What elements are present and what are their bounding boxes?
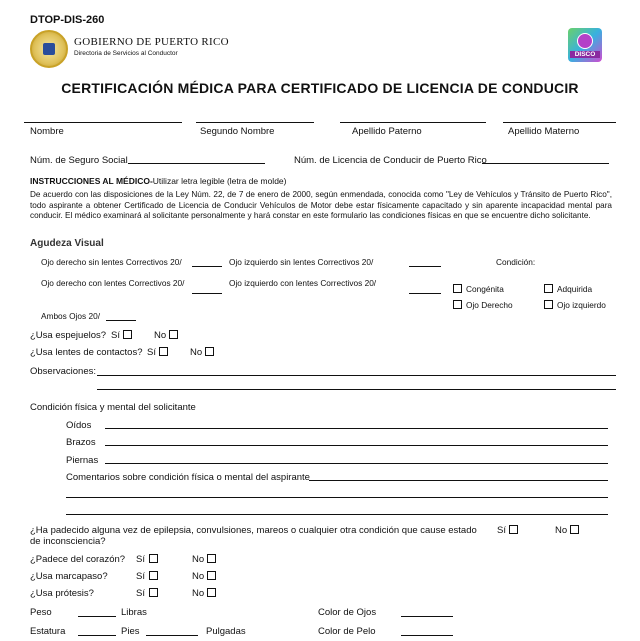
apellido-paterno-field[interactable] bbox=[340, 122, 486, 123]
od-con-field[interactable] bbox=[192, 293, 222, 294]
od-sin-field[interactable] bbox=[192, 266, 222, 267]
lentes-no-checkbox[interactable] bbox=[205, 347, 214, 356]
epilepsia-si-label: Sí bbox=[497, 525, 506, 536]
adquirida-label: Adquirida bbox=[557, 284, 593, 294]
lentes-si-checkbox[interactable] bbox=[159, 347, 168, 356]
document-code: DTOP-DIS-260 bbox=[30, 14, 105, 26]
marcapaso-label: ¿Usa marcapaso? bbox=[30, 571, 108, 582]
marcapaso-si-checkbox[interactable] bbox=[149, 571, 158, 580]
puerto-rico-seal-icon bbox=[30, 30, 68, 68]
epilepsia-label-2: de inconsciencia? bbox=[30, 536, 106, 547]
pies-label: Pies bbox=[121, 626, 140, 637]
color-ojos-field[interactable] bbox=[401, 616, 453, 617]
comentarios-field-2[interactable] bbox=[66, 497, 608, 498]
oi-sin-label: Ojo izquierdo sin lentes Correctivos 20/ bbox=[229, 257, 374, 267]
epilepsia-no-label: No bbox=[555, 525, 568, 536]
apellido-materno-field[interactable] bbox=[503, 122, 616, 123]
espejuelos-no-label: No bbox=[154, 330, 167, 341]
marcapaso-si-label: Sí bbox=[136, 571, 145, 582]
oi-con-field[interactable] bbox=[409, 293, 441, 294]
comentarios-field-3[interactable] bbox=[66, 514, 608, 515]
od-sin-label: Ojo derecho sin lentes Correctivos 20/ bbox=[41, 257, 182, 267]
government-subtitle: Directoria de Servicios al Conductor bbox=[74, 50, 178, 57]
comentarios-field-1[interactable] bbox=[309, 480, 608, 481]
protesis-no-checkbox[interactable] bbox=[207, 588, 216, 597]
brazos-label: Brazos bbox=[66, 437, 96, 448]
espejuelos-si-checkbox[interactable] bbox=[123, 330, 132, 339]
protesis-no-label: No bbox=[192, 588, 205, 599]
apellido-paterno-label: Apellido Paterno bbox=[352, 126, 422, 137]
corazon-no-checkbox[interactable] bbox=[207, 554, 216, 563]
government-name: GOBIERNO DE PUERTO RICO bbox=[74, 36, 229, 48]
oi-sin-field[interactable] bbox=[409, 266, 441, 267]
protesis-si-checkbox[interactable] bbox=[149, 588, 158, 597]
seguro-social-field[interactable] bbox=[128, 163, 265, 164]
piernas-label: Piernas bbox=[66, 455, 99, 466]
oidos-label: Oídos bbox=[66, 420, 92, 431]
espejuelos-no-checkbox[interactable] bbox=[169, 330, 178, 339]
peso-label: Peso bbox=[30, 607, 52, 618]
lentes-no-label: No bbox=[190, 347, 203, 358]
ambos-ojos-field[interactable] bbox=[106, 320, 136, 321]
corazon-label: ¿Padece del corazón? bbox=[30, 554, 126, 565]
piernas-field[interactable] bbox=[105, 463, 608, 464]
epilepsia-no-checkbox[interactable] bbox=[570, 525, 579, 534]
marcapaso-no-checkbox[interactable] bbox=[207, 571, 216, 580]
ojo-derecho-checkbox[interactable] bbox=[453, 300, 462, 309]
seguro-social-label: Núm. de Seguro Social bbox=[30, 155, 128, 166]
condition-heading: Condición física y mental del solicitante bbox=[30, 402, 196, 413]
peso-field[interactable] bbox=[78, 616, 116, 617]
licencia-label: Núm. de Licencia de Conducir de Puerto Rico bbox=[294, 155, 487, 166]
instructions-title: INSTRUCCIONES AL MÉDICO-Utilizar letra legible (letra de molde) bbox=[30, 176, 287, 186]
libras-label: Libras bbox=[121, 607, 147, 618]
espejuelos-label: ¿Usa espejuelos? bbox=[30, 330, 107, 341]
instructions-note: Utilizar letra legible (letra de molde) bbox=[152, 176, 287, 186]
color-pelo-field[interactable] bbox=[401, 635, 453, 636]
marcapaso-no-label: No bbox=[192, 571, 205, 582]
disco-logo-icon bbox=[568, 28, 602, 62]
espejuelos-si-label: Sí bbox=[111, 330, 120, 341]
observaciones-field-1[interactable] bbox=[97, 375, 616, 376]
lentes-si-label: Sí bbox=[147, 347, 156, 358]
color-ojos-label: Color de Ojos bbox=[318, 607, 377, 618]
protesis-label: ¿Usa prótesis? bbox=[30, 588, 94, 599]
observaciones-field-2[interactable] bbox=[97, 389, 616, 390]
oidos-field[interactable] bbox=[105, 428, 608, 429]
adquirida-checkbox[interactable] bbox=[544, 284, 553, 293]
nombre-label: Nombre bbox=[30, 126, 64, 137]
estatura-pies-field[interactable] bbox=[78, 635, 116, 636]
corazon-no-label: No bbox=[192, 554, 205, 565]
apellido-materno-label: Apellido Materno bbox=[508, 126, 580, 137]
visual-heading: Agudeza Visual bbox=[30, 238, 104, 249]
ojo-izquierdo-label: Ojo izquierdo bbox=[557, 300, 606, 310]
epilepsia-label-1: ¿Ha padecido alguna vez de epilepsia, convulsiones, mareos o cualquier otra condición que cause estado bbox=[30, 525, 477, 536]
segundo-nombre-label: Segundo Nombre bbox=[200, 126, 275, 137]
segundo-nombre-field[interactable] bbox=[196, 122, 314, 123]
congenita-label: Congénita bbox=[466, 284, 504, 294]
condicion-label: Condición: bbox=[496, 257, 536, 267]
ojo-derecho-label: Ojo Derecho bbox=[466, 300, 513, 310]
nombre-field[interactable] bbox=[24, 122, 182, 123]
observaciones-label: Observaciones: bbox=[30, 366, 97, 377]
brazos-field[interactable] bbox=[105, 445, 608, 446]
corazon-si-checkbox[interactable] bbox=[149, 554, 158, 563]
od-con-label: Ojo derecho con lentes Correctivos 20/ bbox=[41, 278, 185, 288]
licencia-field[interactable] bbox=[482, 163, 609, 164]
page-title: CERTIFICACIÓN MÉDICA PARA CERTIFICADO DE LICENCIA DE CONDUCIR bbox=[61, 80, 579, 96]
epilepsia-si-checkbox[interactable] bbox=[509, 525, 518, 534]
ambos-ojos-label: Ambos Ojos 20/ bbox=[41, 311, 101, 321]
protesis-si-label: Sí bbox=[136, 588, 145, 599]
corazon-si-label: Sí bbox=[136, 554, 145, 565]
color-pelo-label: Color de Pelo bbox=[318, 626, 376, 637]
estatura-pulgadas-field[interactable] bbox=[146, 635, 198, 636]
comentarios-label: Comentarios sobre condición física o mental del aspirante bbox=[66, 472, 310, 483]
lentes-contacto-label: ¿Usa lentes de contactos? bbox=[30, 347, 143, 358]
disco-logo-text: DISCO bbox=[570, 51, 600, 58]
ojo-izquierdo-checkbox[interactable] bbox=[544, 300, 553, 309]
instructions-text: De acuerdo con las disposiciones de la Ley Núm. 22, de 7 de enero de 2000, según enmendada, conocida como "Ley de Vehículos y Tránsito de Puerto Rico", todo aspirante a obtener Certificado de Licencia de Conducir Vehículos de Motor debe estar físicamente capacitado y sin aparente incapacidad mental para conducir. El médico examinará al solicitante personalmente y hará constar en este formulario las condiciones físicas en que se encuentre dicho solicitante. bbox=[30, 190, 612, 220]
pulgadas-label: Pulgadas bbox=[206, 626, 246, 637]
estatura-label: Estatura bbox=[30, 626, 66, 637]
congenita-checkbox[interactable] bbox=[453, 284, 462, 293]
oi-con-label: Ojo izquierdo con lentes Correctivos 20/ bbox=[229, 278, 377, 288]
